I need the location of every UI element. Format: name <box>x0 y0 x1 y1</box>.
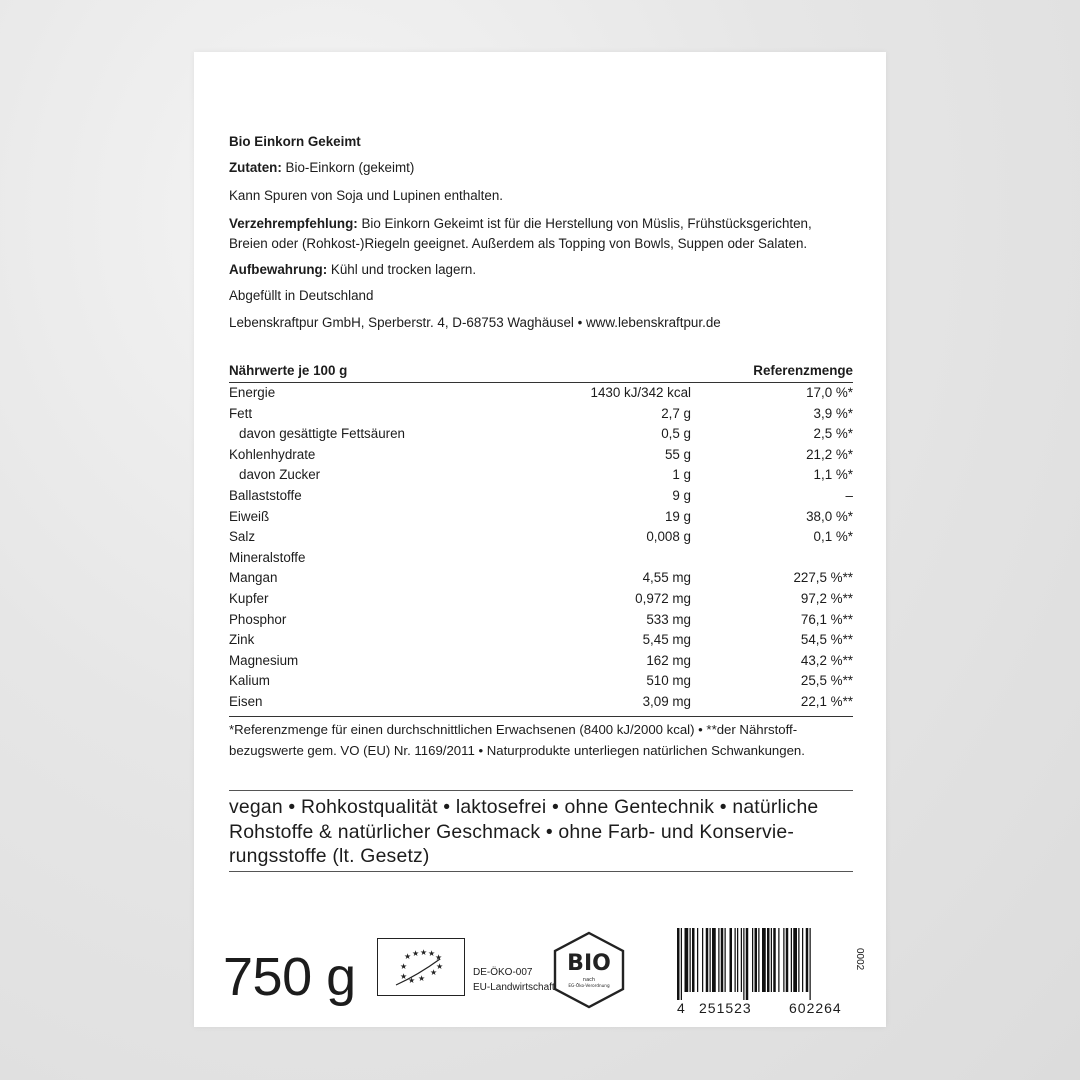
eu-control-code: DE-ÖKO-007 <box>473 967 533 978</box>
recommendation-line-1 <box>229 214 853 234</box>
nutrient-reference: 3,9 %* <box>813 405 853 421</box>
barcode-bar <box>721 928 724 992</box>
nutrition-row <box>229 424 853 445</box>
nutrient-reference: 0,1 %* <box>813 529 853 545</box>
barcode-bar <box>746 928 749 1000</box>
bio-seal-icon <box>551 930 627 1010</box>
barcode-bar <box>791 928 792 992</box>
nutrition-row <box>229 527 853 548</box>
svg-text:★: ★ <box>400 972 408 981</box>
nutrient-name: Kohlenhydrate <box>229 446 316 462</box>
barcode-bar <box>735 928 736 992</box>
nutrient-value: 4,55 mg <box>642 570 691 586</box>
barcode-bar <box>710 928 711 992</box>
barcode-bar <box>697 928 698 992</box>
nutrient-name: Eisen <box>229 693 263 709</box>
svg-text:★: ★ <box>436 962 444 971</box>
svg-text:★: ★ <box>412 949 420 958</box>
nutrient-value: 162 mg <box>646 652 691 668</box>
company-address: Lebenskraftpur GmbH, Sperberstr. 4, D-68753 Waghäusel • www.lebenskraftpur.de <box>229 315 721 330</box>
nutrition-row <box>229 548 853 569</box>
barcode-bar <box>783 928 784 992</box>
recommendation-text-2: Breien oder (Rohkost-)Riegeln geeignet. Außerdem als Topping von Bowls, Suppen oder Salaten. <box>229 236 808 251</box>
nutrition-row <box>229 610 853 631</box>
svg-text:★: ★ <box>418 974 426 983</box>
barcode-bar <box>778 928 779 992</box>
nutrition-row <box>229 692 853 713</box>
barcode-bar <box>752 928 753 992</box>
svg-text:★: ★ <box>404 952 412 961</box>
barcode-first-digit: 4 <box>677 1000 685 1016</box>
nutrient-reference: 21,2 %* <box>806 446 853 462</box>
nutrient-reference: 2,5 %* <box>813 426 853 442</box>
storage-value: Kühl und trocken lagern. <box>330 262 477 277</box>
recommendation-label: Verzehrempfehlung: <box>229 216 358 231</box>
nutrition-row <box>229 671 853 692</box>
nutrient-value: 510 mg <box>646 673 691 689</box>
nutrient-reference: 38,0 %* <box>806 508 853 524</box>
barcode-bar <box>798 928 799 992</box>
nutrient-value: 19 g <box>664 508 691 524</box>
nutrient-name: Mineralstoffe <box>229 549 306 565</box>
bio-seal-small-1: nach <box>582 977 596 983</box>
nutrient-reference: 17,0 %* <box>806 385 853 400</box>
nutrient-name: Ballaststoffe <box>229 487 302 503</box>
bio-seal-text: BIO <box>567 951 611 976</box>
footnote-line-1: *Referenzmenge für einen durchschnittlichen Erwachsenen (8400 kJ/2000 kcal) • **der Nährstoff- <box>229 721 798 737</box>
nutrition-row <box>229 507 853 528</box>
nutrient-reference: 22,1 %** <box>800 693 853 709</box>
nutrition-row <box>229 383 853 404</box>
nutrition-header <box>229 360 853 383</box>
nutrition-footnote <box>229 716 853 761</box>
svg-text:★: ★ <box>408 976 416 985</box>
footnote-line-2: bezugswerte gem. VO (EU) Nr. 1169/2011 • Naturprodukte unterliegen natürlichen Schwankungen. <box>229 742 805 758</box>
origin-note: Abgefüllt in Deutschland <box>229 288 374 303</box>
nutrition-row <box>229 630 853 651</box>
nutrition-row <box>229 465 853 486</box>
svg-text:★: ★ <box>435 953 443 962</box>
nutrient-reference <box>691 548 853 569</box>
nutrient-name: Mangan <box>229 570 278 586</box>
nutrition-header-right: Referenzmenge <box>753 363 853 378</box>
product-claims <box>229 790 853 872</box>
barcode-bar <box>741 928 742 992</box>
nutrition-row <box>229 568 853 589</box>
net-weight: 750 g <box>223 947 356 1007</box>
nutrient-value: 0,972 mg <box>635 590 691 606</box>
nutrient-reference: 54,5 %** <box>800 632 853 648</box>
ean-barcode-icon <box>677 928 858 1000</box>
barcode-bar <box>793 928 797 992</box>
barcode-bar <box>712 928 716 992</box>
barcode-bar <box>758 928 759 992</box>
nutrient-reference: 25,5 %** <box>800 673 853 689</box>
nutrient-name: Zink <box>229 632 255 648</box>
nutrient-value: 0,008 g <box>646 529 691 545</box>
nutrient-reference: 1,1 %* <box>813 467 853 483</box>
barcode-bar <box>692 928 695 992</box>
barcode-bar <box>681 928 682 1000</box>
barcode-bar <box>762 928 766 992</box>
eu-organic-logo-icon <box>377 938 465 996</box>
nutrient-name: davon gesättigte Fettsäuren <box>239 426 406 442</box>
barcode-bar <box>702 928 703 992</box>
nutrition-row <box>229 404 853 425</box>
storage-label: Aufbewahrung: <box>229 262 328 277</box>
allergen-note: Kann Spuren von Soja und Lupinen enthalten. <box>229 188 503 203</box>
nutrition-row <box>229 651 853 672</box>
svg-text:★: ★ <box>430 968 438 977</box>
barcode-bar <box>773 928 776 992</box>
eu-leaf-stars-icon <box>378 939 463 994</box>
nutrition-row <box>229 486 853 507</box>
nutrient-value: 0,5 g <box>661 426 691 442</box>
barcode-side-digits: 0002 <box>854 948 865 971</box>
barcode-bar <box>737 928 738 992</box>
nutrient-value: 1430 kJ/342 kcal <box>590 385 691 400</box>
nutrition-header-left: Nährwerte je 100 g <box>229 363 348 378</box>
barcode-bar <box>786 928 789 992</box>
barcode-bar <box>743 928 744 1000</box>
nutrient-name: Kalium <box>229 673 270 689</box>
recommendation-text-1: Bio Einkorn Gekeimt ist für die Herstellung von Müslis, Frühstücksgerichten, <box>361 216 812 231</box>
barcode-bar <box>690 928 691 992</box>
barcode-bar <box>685 928 689 992</box>
barcode-bar <box>802 928 803 992</box>
barcode-bar <box>725 928 726 992</box>
nutrient-name: Fett <box>229 405 253 421</box>
nutrient-name: Phosphor <box>229 611 287 627</box>
claims-line-1: vegan • Rohkostqualität • laktosefrei • ohne Gentechnik • natürliche <box>229 796 819 818</box>
nutrition-row <box>229 445 853 466</box>
nutrition-rows <box>229 383 853 713</box>
barcode-bar <box>810 928 811 1000</box>
product-name: Bio Einkorn Gekeimt <box>229 134 361 149</box>
nutrient-name: Salz <box>229 529 256 545</box>
barcode-right-digits: 602264 <box>789 1000 842 1016</box>
barcode-bar <box>771 928 772 992</box>
eu-agriculture-origin: EU-Landwirtschaft <box>473 982 555 993</box>
claims-line-2: Rohstoffe & natürlicher Geschmack • ohne Farb- und Konservie- <box>229 820 795 843</box>
nutrient-value: 5,45 mg <box>642 632 691 648</box>
nutrition-row <box>229 589 853 610</box>
nutrient-reference: 97,2 %** <box>800 590 853 606</box>
storage-line <box>229 260 853 280</box>
bio-seal-small-2: EG-Öko-Verordnung <box>568 983 610 988</box>
claims-line-3: rungsstoffe (lt. Gesetz) <box>229 845 430 867</box>
nutrient-name: Magnesium <box>229 652 299 668</box>
ingredients-value: Bio-Einkorn (gekeimt) <box>285 160 415 175</box>
svg-text:★: ★ <box>420 948 428 957</box>
barcode-bar <box>730 928 733 992</box>
nutrient-name: Eiweiß <box>229 508 270 524</box>
label-content <box>223 52 865 1027</box>
nutrient-reference: 76,1 %** <box>800 611 853 627</box>
nutrient-name: Kupfer <box>229 590 269 606</box>
eu-organic-text <box>473 965 555 995</box>
nutrition-table <box>229 360 853 761</box>
nutrient-reference: 43,2 %** <box>800 652 853 668</box>
svg-text:★: ★ <box>428 949 436 958</box>
nutrient-value: 9 g <box>672 487 691 503</box>
nutrient-reference: 227,5 %** <box>793 570 853 586</box>
nutrient-name: davon Zucker <box>239 467 321 483</box>
nutrient-value: 533 mg <box>646 611 691 627</box>
nutrient-reference: – <box>845 487 853 503</box>
nutrient-value: 1 g <box>672 467 691 483</box>
nutrient-value: 3,09 mg <box>642 693 691 709</box>
ingredients-label: Zutaten: <box>229 160 282 175</box>
barcode-left-digits: 251523 <box>699 1000 752 1016</box>
ingredients-line <box>229 158 853 178</box>
barcode-bar <box>718 928 719 992</box>
nutrient-value <box>551 548 691 569</box>
svg-text:★: ★ <box>400 962 408 971</box>
nutrient-value: 55 g <box>664 446 691 462</box>
barcode-bar <box>767 928 770 992</box>
barcode-bar <box>755 928 758 992</box>
nutrient-value: 2,7 g <box>661 405 691 421</box>
barcode-bar <box>706 928 709 992</box>
nutrient-name: Energie <box>229 385 276 400</box>
product-label <box>194 52 886 1027</box>
barcode-bar <box>806 928 809 992</box>
barcode-bar <box>677 928 680 1000</box>
